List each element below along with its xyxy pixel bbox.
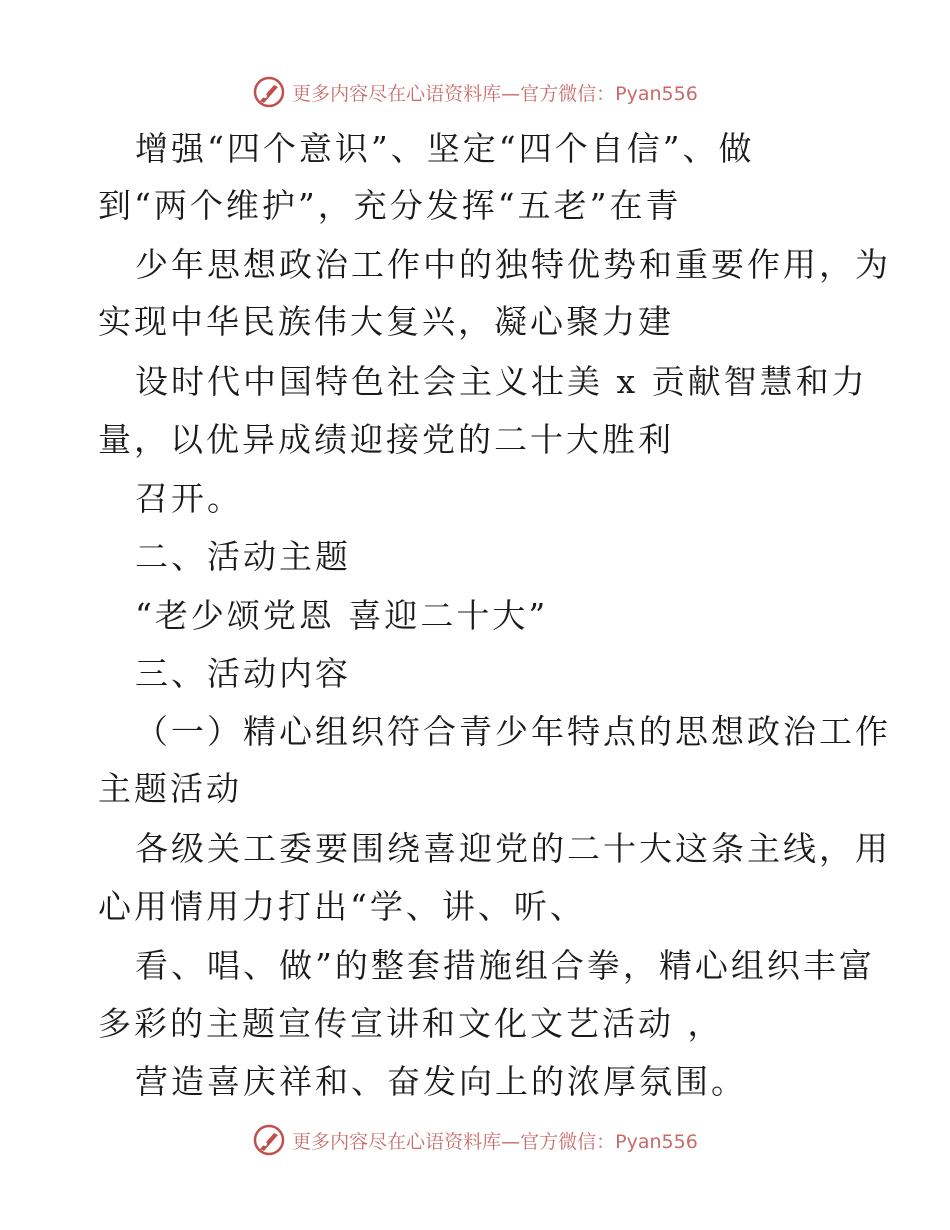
- footer-watermark: [0, 1120, 950, 1160]
- text-line: 营造喜庆祥和、奋发向上的浓厚氛围。: [135, 1062, 747, 1101]
- text-line: 量，以优异成绩迎接党的二十大胜利: [98, 420, 674, 459]
- text-line: 少年思想政治工作中的独特优势和重要作用，为: [135, 245, 891, 284]
- text-line: 召开。: [135, 479, 243, 518]
- text-line: 多彩的主题宣传宣讲和文化文艺活动 ，: [98, 1004, 724, 1043]
- section-heading: 二、活动主题: [135, 537, 351, 576]
- text-line: 心用情用力打出“学、讲、听、: [98, 887, 586, 926]
- text-line: 各级关工委要围绕喜迎党的二十大这条主线，用: [135, 829, 891, 868]
- text-line: 看、唱、做”的整套措施组合拳，精心组织丰富: [135, 946, 875, 985]
- text-line: 实现中华民族伟大复兴，凝心聚力建: [98, 302, 674, 341]
- text-line: 增强“四个意识”、坚定“四个自信”、做: [135, 129, 755, 168]
- watermark-text: 更多内容尽在心语资料库—官方微信：Pyan556: [292, 82, 698, 105]
- subsection-heading-cont: 主题活动: [98, 769, 242, 808]
- pen-nib-logo-icon: [252, 1123, 286, 1157]
- section-heading: 三、活动内容: [135, 654, 351, 693]
- theme-slogan: “老少颂党恩 喜迎二十大”: [135, 596, 549, 635]
- header-watermark: [0, 72, 950, 112]
- pen-nib-logo-icon: [252, 75, 286, 109]
- watermark-text: 更多内容尽在心语资料库—官方微信：Pyan556: [292, 1130, 698, 1153]
- subsection-heading: （一）精心组织符合青少年特点的思想政治工作: [135, 712, 891, 751]
- text-line: 到“两个维护”，充分发挥“五老”在青: [98, 186, 682, 225]
- text-line: 设时代中国特色社会主义壮美 x 贡献智慧和力: [135, 362, 868, 401]
